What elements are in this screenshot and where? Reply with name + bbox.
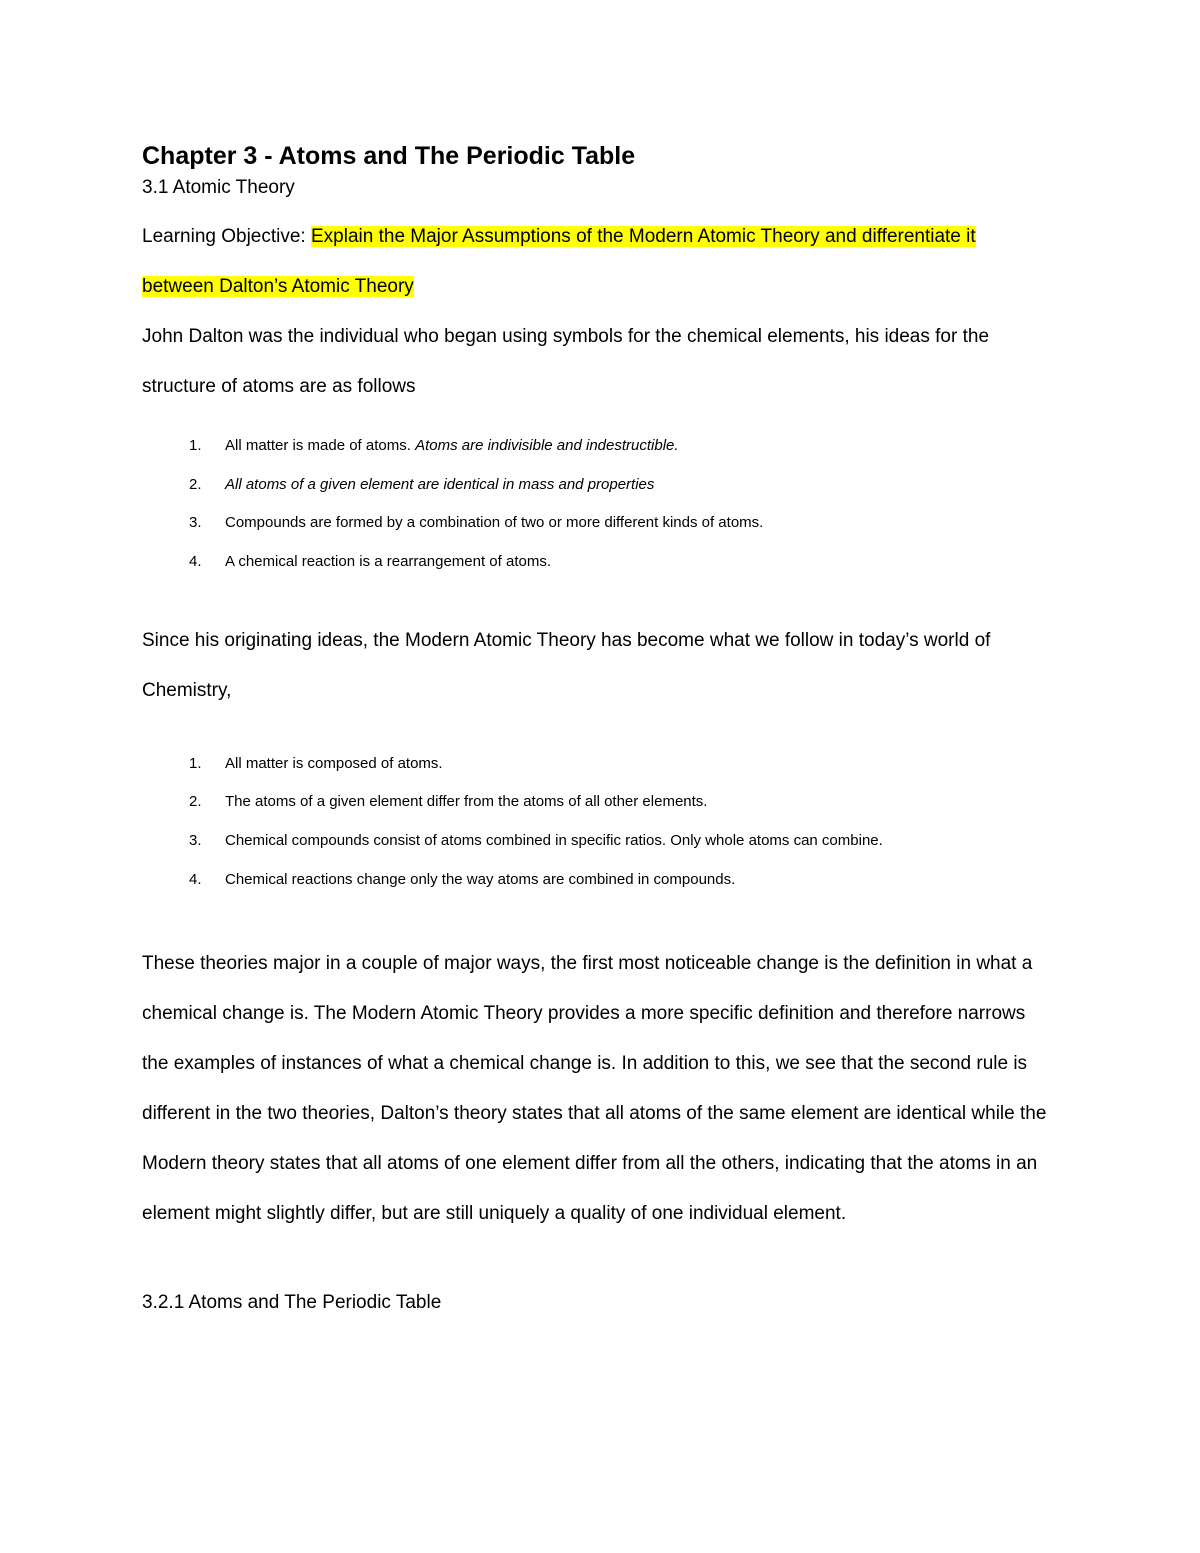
list-item <box>142 792 1052 831</box>
list-item-text: All matter is made of atoms. <box>225 437 416 454</box>
dalton-list <box>142 436 1052 591</box>
list-item-text: All matter is composed of atoms. <box>225 754 443 772</box>
list-item-number: 4. <box>189 553 202 571</box>
list-item-number: 1. <box>189 437 202 454</box>
list-item <box>142 831 1052 870</box>
list-item <box>142 475 1052 514</box>
modern-intro-paragraph: Since his originating ideas, the Modern Atomic Theory has become what we follow in today’s world of Chemistry, <box>142 629 991 701</box>
list-item-text: The atoms of a given element differ from the atoms of all other elements. <box>225 793 708 811</box>
list-item <box>142 436 1052 475</box>
section-heading: 3.1 Atomic Theory <box>142 177 295 198</box>
list-item-number: 1. <box>189 754 202 772</box>
list-item <box>142 513 1052 552</box>
document-content <box>142 138 1052 1315</box>
list-item <box>142 552 1052 591</box>
learning-objective-highlight: Explain the Major Assumptions of the Modern Atomic Theory and differentiate it between Dalton’s Atomic Theory <box>142 226 976 297</box>
list-item-number: 2. <box>189 475 202 493</box>
dalton-intro-paragraph: John Dalton was the individual who began using symbols for the chemical elements, his ideas for the structure of atoms are as follows <box>142 326 990 397</box>
list-item-italic-text: All atoms of a given element are identical in mass and properties <box>225 475 655 493</box>
list-item-text: Chemical reactions change only the way atoms are combined in compounds. <box>225 870 736 888</box>
learning-objective <box>142 212 1052 312</box>
list-item-italic-text: Atoms are indivisible and indestructible. <box>415 437 679 454</box>
list-item-number: 4. <box>189 870 202 888</box>
list-item <box>142 870 1052 909</box>
list-item-text: A chemical reaction is a rearrangement of atoms. <box>225 553 551 571</box>
modern-list <box>142 754 1052 909</box>
list-item-text: Chemical compounds consist of atoms combined in specific ratios. Only whole atoms can combine. <box>225 832 883 850</box>
section2-heading: 3.2.1 Atoms and The Periodic Table <box>142 1291 442 1313</box>
list-item-text: Compounds are formed by a combination of two or more different kinds of atoms. <box>225 514 764 532</box>
chapter-title: Chapter 3 - Atoms and The Periodic Table <box>142 142 636 170</box>
comparison-paragraph: These theories major in a couple of major ways, the first most noticeable change is the definition in what a chemical change is. The Modern Atomic Theory provides a more specific definition and therefore narrows the examples of instances of what a chemical change is. In addition to this, we see that the second rule is different in the two theories, Dalton’s theory states that all atoms of the same element are identical while the Modern theory states that all atoms of one element differ from all the others, indicating that the atoms in an element might slightly differ, but are still uniquely a quality of one individual element. <box>142 952 1047 1224</box>
list-item <box>142 754 1052 793</box>
list-item-number: 2. <box>189 793 202 811</box>
list-item-number: 3. <box>189 514 202 532</box>
learning-objective-label: Learning Objective: <box>142 226 311 247</box>
list-item-number: 3. <box>189 832 202 850</box>
